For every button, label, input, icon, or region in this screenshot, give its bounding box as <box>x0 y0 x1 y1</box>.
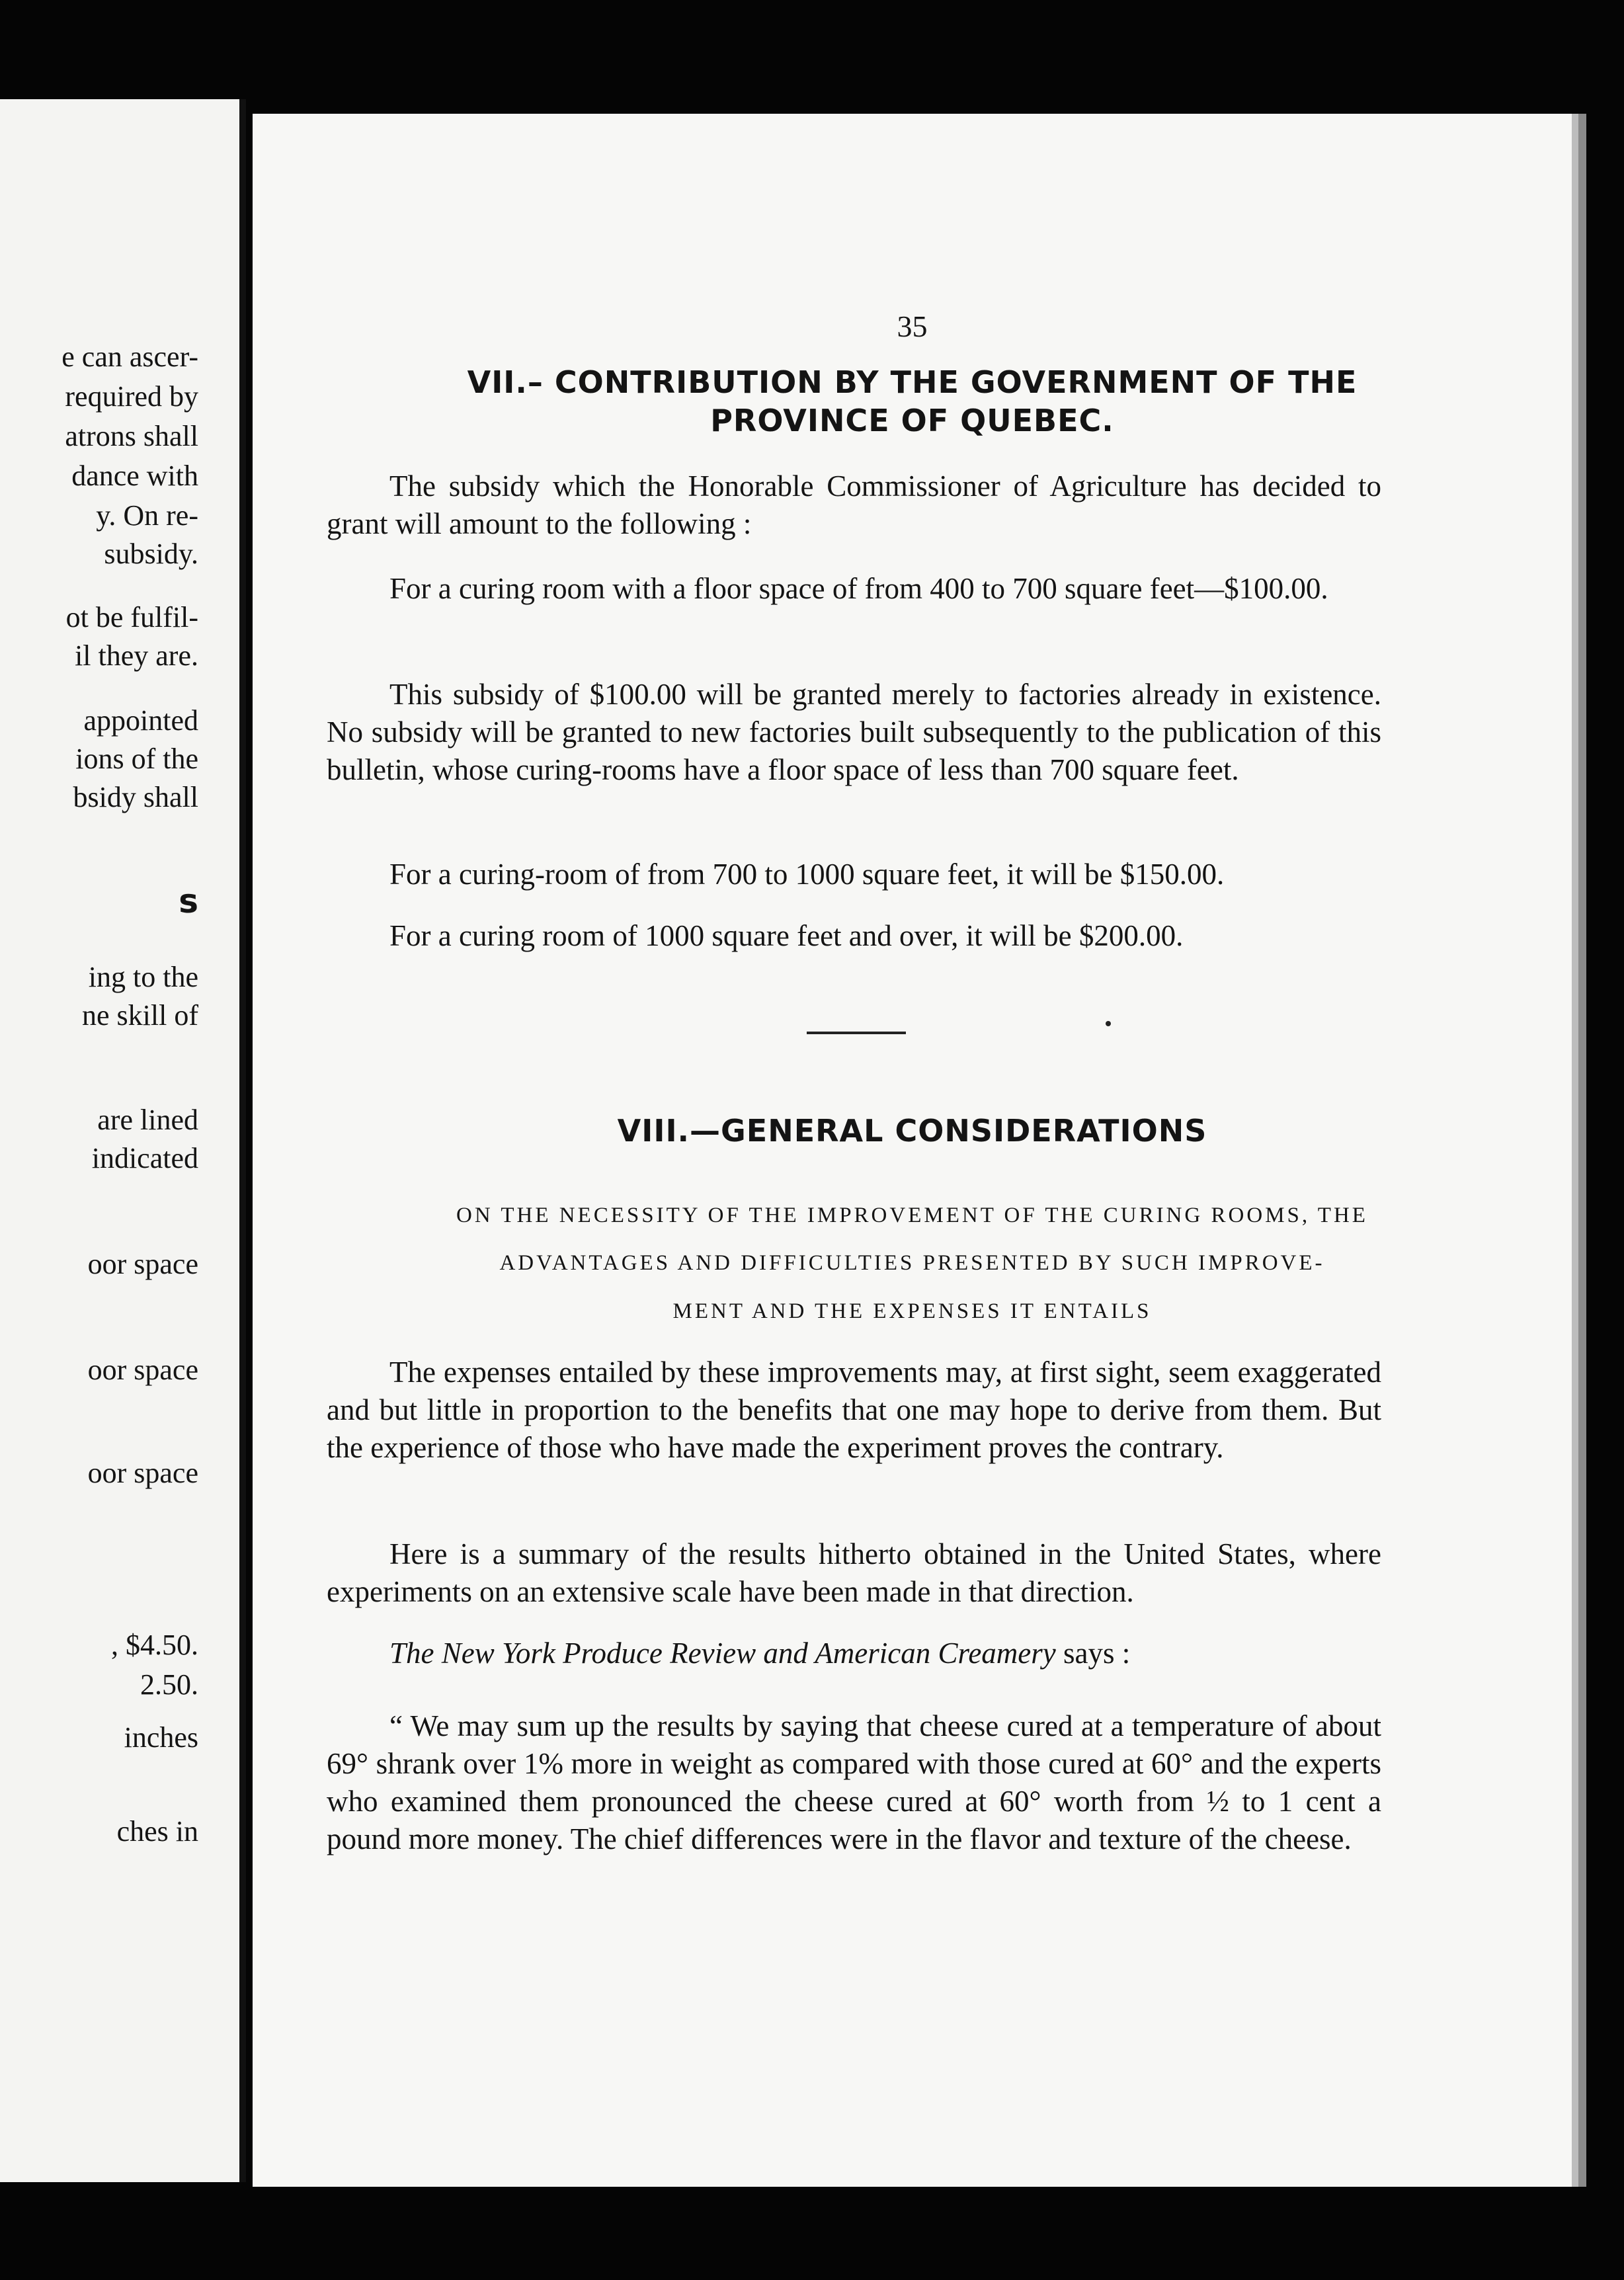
section-vii-heading-line1: VII.– CONTRIBUTION BY THE GOVERNMENT OF THE <box>467 364 1358 400</box>
page-number: 35 <box>897 309 928 343</box>
previous-page-fragment <box>0 99 246 2182</box>
left-page-line: required by <box>65 380 198 413</box>
left-page-line: appointed <box>83 704 198 737</box>
left-page-line: are lined <box>97 1104 198 1136</box>
paragraph <box>327 1354 1381 1467</box>
paragraph <box>327 676 1381 789</box>
left-page-line: , $4.50. <box>111 1629 198 1661</box>
page <box>253 114 1572 2187</box>
left-page-line: subsidy. <box>104 538 198 570</box>
section-viii-subheading: MENT AND THE EXPENSES IT ENTAILS <box>672 1299 1152 1323</box>
left-page-line: 2.50. <box>140 1668 198 1701</box>
quoted-source: The New York Produce Review and American Creamery <box>389 1637 1056 1670</box>
paragraph <box>327 1707 1381 1858</box>
left-page-line: ches in <box>116 1815 198 1848</box>
left-page-line: bsidy shall <box>73 781 198 813</box>
section-viii-subheading: ON THE NECESSITY OF THE IMPROVEMENT OF THE CURING ROOMS, THE <box>456 1203 1368 1227</box>
left-page-line: inches <box>124 1721 198 1754</box>
paragraph <box>327 570 1381 608</box>
paragraph-text: The subsidy which the Honorable Commissioner of Agriculture has decided to grant will amount to the following : <box>327 469 1381 540</box>
paragraph-text: Here is a summary of the results hitherto obtained in the United States, where experiments on an extensive scale have been made in that direction. <box>327 1537 1381 1608</box>
left-page-line: ing to the <box>88 961 198 993</box>
left-page-line: dance with <box>71 460 198 492</box>
section-vii-heading-line2: PROVINCE OF QUEBEC. <box>710 402 1114 438</box>
left-page-line: ions of the <box>75 743 198 775</box>
section-viii-subheading: ADVANTAGES AND DIFFICULTIES PRESENTED BY SUCH IMPROVE- <box>499 1251 1325 1275</box>
paragraph-text: For a curing-room of from 700 to 1000 square feet, it will be $150.00. <box>389 858 1225 891</box>
left-page-line: e can ascer- <box>61 341 198 373</box>
paragraph-text: says : <box>1055 1637 1131 1670</box>
paragraph-text: For a curing room with a floor space of from 400 to 700 square feet—$100.00. <box>389 572 1328 605</box>
left-page-line: oor space <box>87 1248 198 1280</box>
paragraph <box>327 468 1381 543</box>
left-page-line: s <box>179 882 198 920</box>
left-page-line: il they are. <box>75 639 198 672</box>
paragraph-text: This subsidy of $100.00 will be granted merely to factories already in existence. No subsidy will be granted to new factories built subsequently to the publication of this bulletin, whose curing-rooms have a floor space of less than 700 square feet. <box>327 678 1381 786</box>
section-vii-heading <box>253 364 1572 440</box>
left-page-line: y. On re- <box>96 499 198 532</box>
paragraph-text: For a curing room of 1000 square feet and over, it will be $200.00. <box>389 919 1184 952</box>
left-page-line: oor space <box>87 1354 198 1386</box>
paragraph <box>327 1635 1381 1672</box>
paragraph <box>327 1535 1381 1611</box>
left-page-line: ot be fulfil- <box>65 601 198 633</box>
left-page-line: atrons shall <box>65 420 198 452</box>
ink-speck <box>1106 1021 1111 1026</box>
paragraph <box>327 856 1381 893</box>
section-divider <box>807 1032 906 1034</box>
paragraph <box>327 917 1381 955</box>
section-viii-heading: VIII.—GENERAL CONSIDERATIONS <box>617 1113 1207 1149</box>
paragraph-text: The expenses entailed by these improvements may, at first sight, seem exaggerated and but little in proportion to the benefits that one may hope to derive from them. But the experience of those who have made the experiment proves the contrary. <box>327 1356 1381 1464</box>
left-page-line: oor space <box>87 1457 198 1489</box>
paragraph-text: “ We may sum up the results by saying that cheese cured at a temperature of about 69° shrank over 1% more in weight as compared with those cured at 60° and the experts who examined them pronounced the cheese cured at 60° worth from ½ to 1 cent a pound more money. The chief differences were in the flavor and texture of the cheese. <box>327 1709 1381 1855</box>
left-page-line: indicated <box>91 1142 198 1174</box>
left-page-line: ne skill of <box>82 999 198 1032</box>
